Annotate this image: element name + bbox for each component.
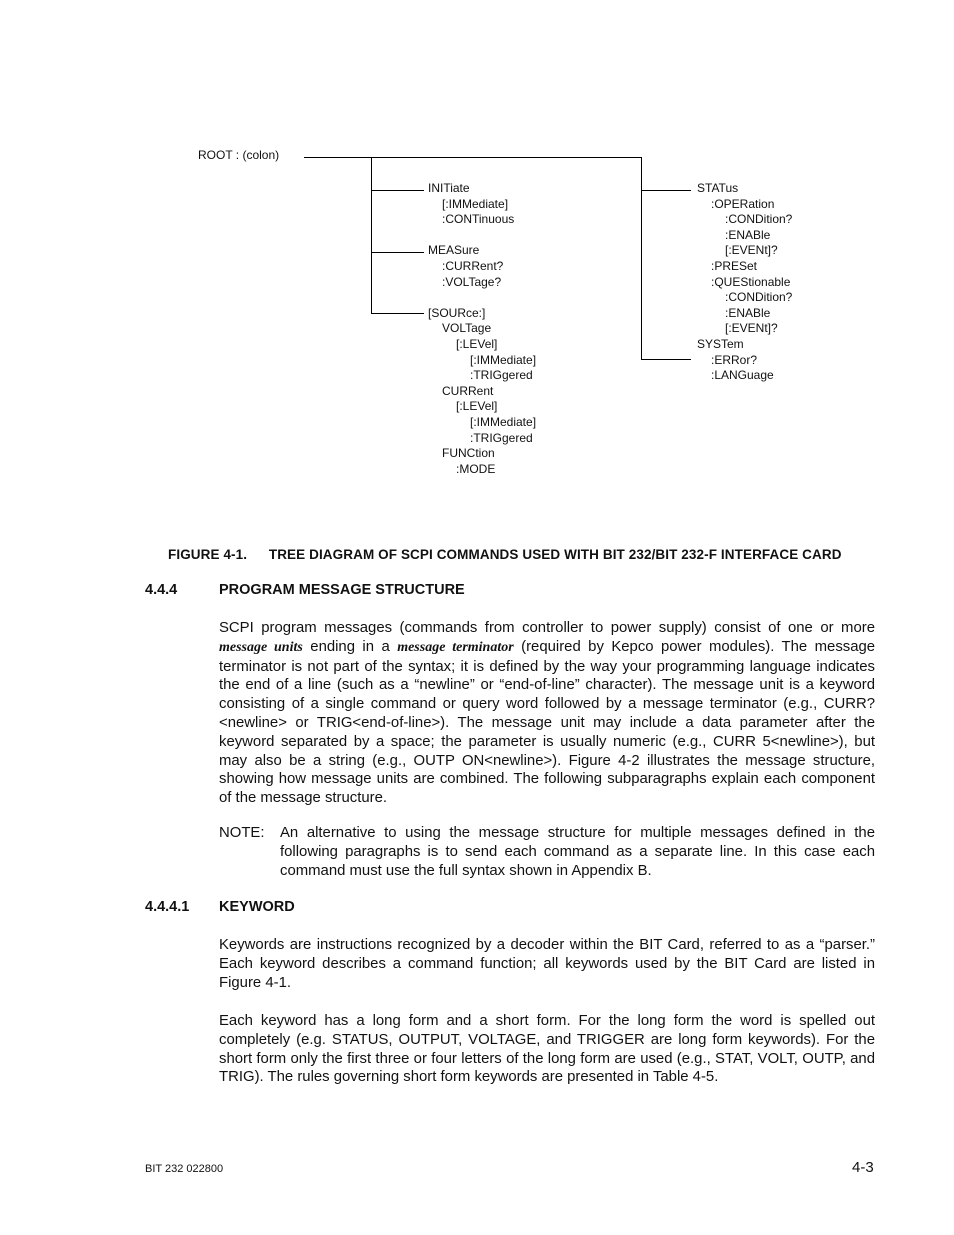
paragraph-keyword-forms: Each keyword has a long form and a short form. For the long form the word is spelled out completely (e.g. STATUS, OUTPUT, VOLTAGE, and TRIGGER are long form keywords). For the short form only the first three or four letters of the long form are used (e.g., STAT, VOLT, OUTP, and TRIG). The rules governing short form keywords are presented in Table 4-5.	[219, 1013, 875, 1086]
section-number-444: 4.4.4	[145, 582, 178, 598]
tree-node: [:LEVel]	[456, 399, 498, 414]
tree-node: FUNCtion	[442, 446, 495, 461]
paragraph-message-structure	[219, 619, 875, 808]
tree-branch-status	[641, 190, 691, 191]
note-label: NOTE:	[219, 825, 265, 841]
tree-node: [:IMMediate]	[442, 196, 509, 211]
paragraph-text: (required by Kepco power modules). The message terminator is not part of the syntax; it is defined by the way your programming language indicates the end of a line (such as a “newline” or “end-of-line” character). The message unit is a keyword consisting of a single command or query word followed by a message terminator (e.g., CURR?<newline> or TRIG<end-of-line>). The message unit may include a data parameter after the keyword separated by a space; the parameter is usually numeric (e.g., CURR 5<newline>), but may also be a string (e.g., OUTP ON<newline>). Figure 4-2 illustrates the message structure, showing how message units are combined. The following subparagraphs explain each component of the message structure.	[219, 638, 876, 807]
tree-node: :PRESet	[711, 259, 758, 273]
tree-node: :ERRor?	[711, 352, 758, 367]
tree-left-trunk	[371, 157, 372, 314]
paragraph-text: ending in a	[310, 638, 390, 655]
tree-node: [:EVENt]?	[725, 321, 778, 336]
tree-node: MEASure	[428, 243, 480, 258]
tree-branch-system	[641, 359, 691, 360]
figure-caption	[168, 547, 842, 562]
tree-node: CURRent	[442, 383, 494, 398]
tree-node: :TRIGgered	[470, 430, 533, 445]
section-number-4441: 4.4.4.1	[145, 899, 190, 915]
note-body: An alternative to using the message structure for multiple messages defined in the following paragraphs is to send each command as a separate line. In this case each command must use the full syntax shown in Appendix B.	[280, 825, 875, 879]
tree-node: :ENABle	[725, 227, 771, 242]
figure-label: FIGURE 4-1.	[168, 547, 248, 562]
term-message-units: message units	[219, 639, 303, 655]
tree-node: :CURRent?	[442, 259, 504, 273]
tree-branch-initiate	[371, 190, 424, 191]
paragraph-text: SCPI program messages (commands from controller to power supply) consist of one or more	[219, 620, 875, 636]
tree-node: [:EVENt]?	[725, 243, 778, 258]
tree-node: :CONDition?	[725, 212, 793, 227]
tree-node: STATus	[697, 181, 739, 195]
term-message-terminator: message terminator	[397, 639, 514, 655]
tree-node: [SOURce:]	[428, 305, 486, 320]
tree-node: [:IMMediate]	[470, 415, 537, 429]
tree-node: :ENABle	[725, 305, 771, 320]
paragraph-keywords-intro: Keywords are instructions recognized by a decoder within the BIT Card, referred to as a “parser.” Each keyword describes a command function; all keywords used by the BIT Card are listed in Figure 4-1.	[219, 937, 875, 991]
tree-node: :QUEStionable	[711, 274, 791, 289]
tree-node: :VOLTage?	[442, 274, 502, 289]
tree-node: :MODE	[456, 461, 496, 476]
tree-root-label: ROOT : (colon)	[198, 148, 280, 162]
tree-right-trunk	[641, 157, 642, 359]
tree-branch-source	[371, 313, 424, 314]
tree-node: [:LEVel]	[456, 337, 498, 351]
tree-node: :CONTinuous	[442, 212, 515, 227]
note-block	[219, 824, 875, 880]
tree-root-branch	[304, 157, 642, 158]
tree-node: VOLTage	[442, 321, 492, 336]
footer-doc-id: BIT 232 022800	[145, 1163, 224, 1175]
tree-node: :CONDition?	[725, 290, 793, 305]
tree-node: :LANGuage	[711, 368, 774, 383]
tree-branch-measure	[371, 252, 424, 253]
section-title-444: PROGRAM MESSAGE STRUCTURE	[219, 582, 465, 598]
tree-node: :TRIGgered	[470, 368, 533, 383]
tree-node: [:IMMediate]	[470, 352, 537, 367]
footer-page-number: 4-3	[852, 1159, 874, 1176]
tree-node: :OPERation	[711, 196, 775, 211]
figure-title: TREE DIAGRAM OF SCPI COMMANDS USED WITH BIT 232/BIT 232-F INTERFACE CARD	[268, 547, 842, 562]
tree-node: INITiate	[428, 181, 470, 195]
tree-node: SYSTem	[697, 337, 744, 351]
section-title-4441: KEYWORD	[219, 899, 295, 915]
